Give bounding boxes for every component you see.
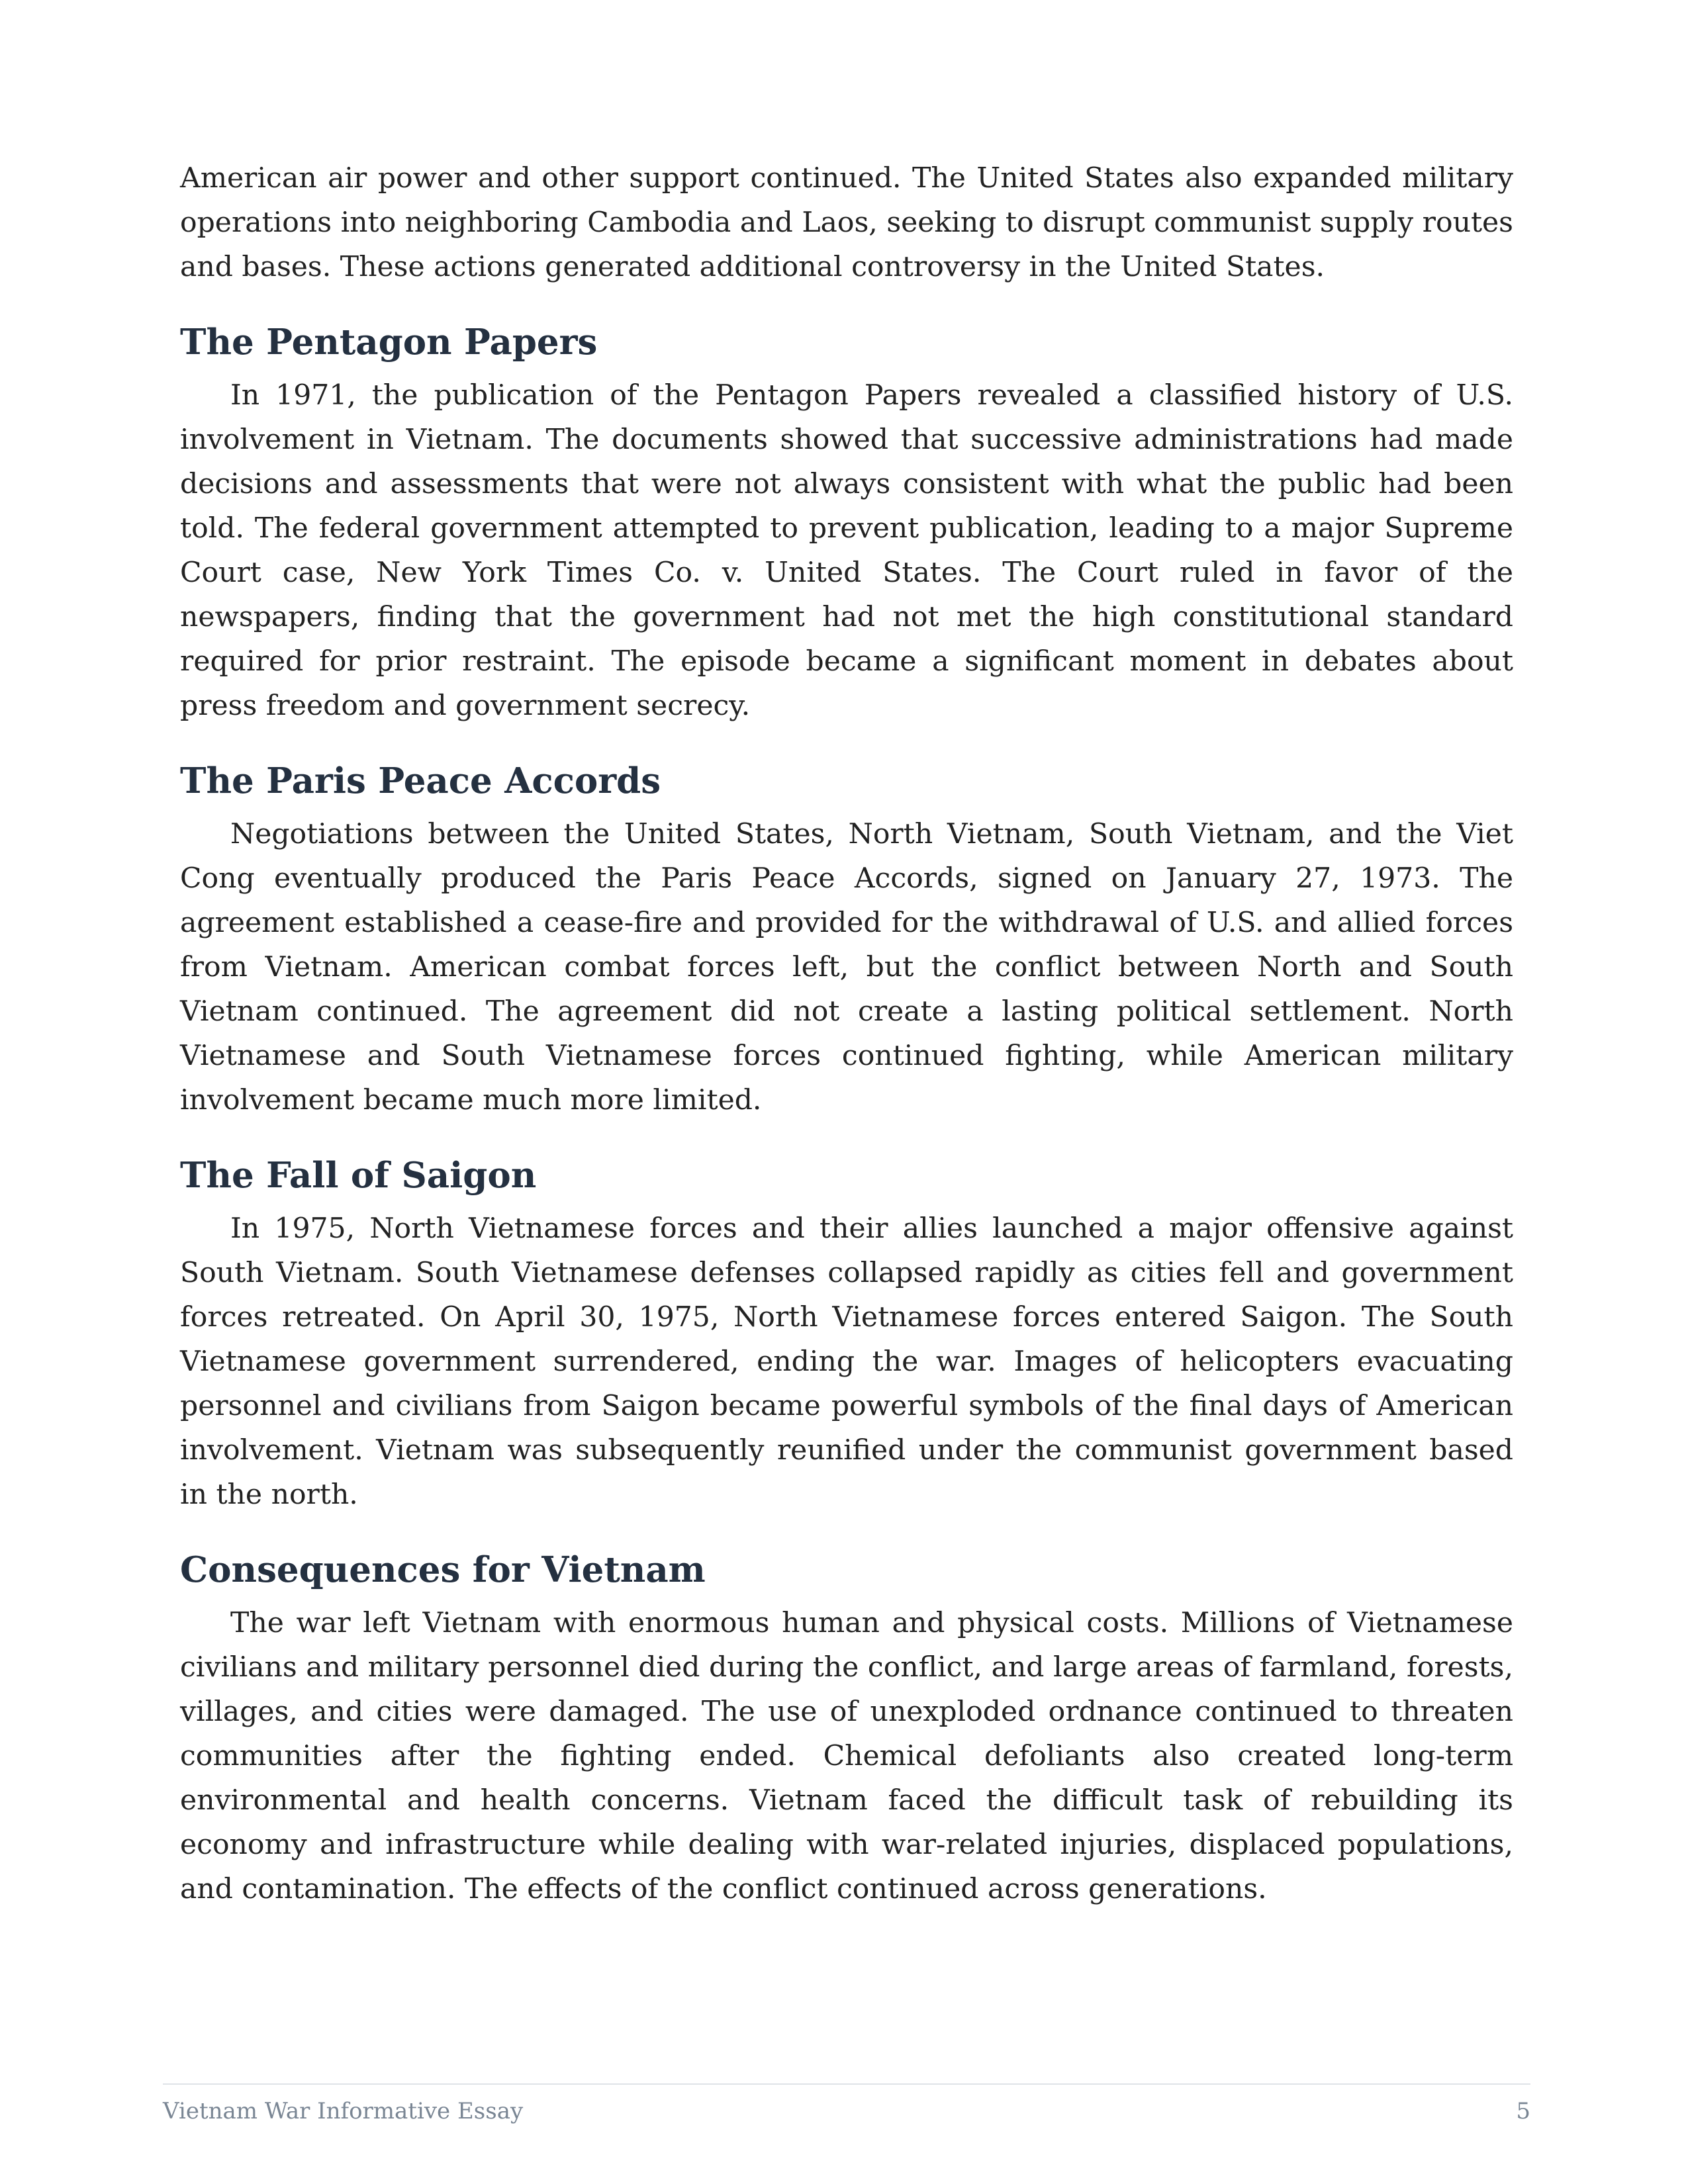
- section-consequences-for-vietnam: [180, 1548, 1513, 1911]
- section-fall-of-saigon: [180, 1154, 1513, 1517]
- footer-title: Vietnam War Informative Essay: [163, 2098, 524, 2124]
- section-paris-peace-accords: [180, 759, 1513, 1122]
- page-footer: [163, 2083, 1530, 2124]
- section-pentagon-papers: [180, 320, 1513, 728]
- section-paragraph: In 1975, North Vietnamese forces and their allies launched a major offensive against South Vietnam. South Vietnamese defenses collapsed rapidly as cities fell and government forces retreated. On April 30, 1975, North Vietnamese forces entered Saigon. The South Vietnamese government surrendered, ending the war. Images of helicopters evacuating personnel and civilians from Saigon became powerful symbols of the final days of American involvement. Vietnam was subsequently reunified under the communist government based in the north.: [180, 1212, 1513, 1511]
- section-heading: Consequences for Vietnam: [180, 1549, 706, 1590]
- section-paragraph: The war left Vietnam with enormous human and physical costs. Millions of Vietnamese civilians and military personnel died during the conflict, and large areas of farmland, forests, villages, and cities were damaged. The use of unexploded ordnance continued to threaten communities after the fighting ended. Chemical defoliants also created long-term environmental and health concerns. Vietnam faced the difficult task of rebuilding its economy and infrastructure while dealing with war-related injuries, displaced populations, and contamination. The effects of the conflict continued across generations.: [180, 1607, 1513, 1905]
- section-heading: The Fall of Saigon: [180, 1155, 537, 1196]
- section-heading: The Paris Peace Accords: [180, 760, 661, 801]
- section-paragraph: Negotiations between the United States, North Vietnam, South Vietnam, and the Viet Cong eventually produced the Paris Peace Accords, signed on January 27, 1973. The agreement established a cease-fire and provided for the withdrawal of U.S. and allied forces from Vietnam. American combat forces left, but the conflict between North and South Vietnam continued. The agreement did not create a lasting political settlement. North Vietnamese and South Vietnamese forces continued fighting, while American military involvement became much more limited.: [180, 818, 1513, 1116]
- section-paragraph: In 1971, the publication of the Pentagon Papers revealed a classified history of U.S. involvement in Vietnam. The documents showed that successive administrations had made decisions and assessments that were not always consistent with what the public had been told. The federal government attempted to prevent publication, leading to a major Supreme Court case, New York Times Co. v. United States. The Court ruled in favor of the newspapers, finding that the government had not met the high constitutional standard required for prior restraint. The episode became a significant moment in debates about press freedom and government secrecy.: [180, 379, 1513, 722]
- section-heading: The Pentagon Papers: [180, 322, 598, 363]
- page-number: 5: [1516, 2098, 1530, 2124]
- essay-content: [180, 156, 1513, 1911]
- intro-paragraph: American air power and other support continued. The United States also expanded military operations into neighboring Cambodia and Laos, seeking to disrupt communist supply routes and bases. These actions generated additional controversy in the United States.: [180, 162, 1513, 283]
